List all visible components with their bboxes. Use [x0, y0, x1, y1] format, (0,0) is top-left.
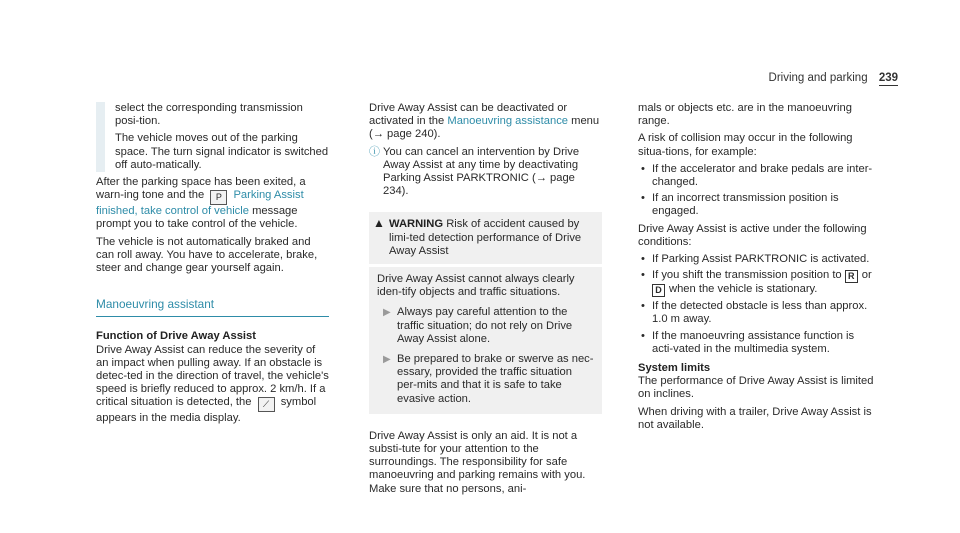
risk-list [638, 163, 874, 219]
page-header [769, 72, 898, 85]
section-title: Driving and parking [768, 72, 868, 84]
active-conditions-list [638, 253, 874, 356]
list-item: • If the accelerator and brake pedals are inter-changed. [638, 163, 874, 189]
trailer-paragraph: When driving with a trailer, Drive Away Assist is not available. [638, 405, 872, 431]
warning-label: WARNING [389, 218, 444, 231]
step-block [96, 102, 329, 172]
aid-paragraph: Drive Away Assist is only an aid. It is not a substi-tute for your attention to the surroundings. The responsibility for safe manoeuvring and parking remains with you. Make sure that no persons, ani- [369, 429, 586, 495]
risk-intro: A risk of collision may occur in the following situa-tions, for example: [638, 132, 853, 158]
column-1 [96, 102, 329, 430]
not-braked-paragraph: The vehicle is not automatically braked and can roll away. You have to accelerate, brake, steer and change gear yourself again. [96, 235, 318, 275]
deactivate-paragraph: Drive Away Assist can be deactivated or activated in the Manoeuvring assistance menu (→ page 240). [369, 102, 600, 141]
arrow-icon: ▶ [383, 354, 391, 366]
function-paragraph: Drive Away Assist can reduce the severity of an impact when pulling away. If an obstacle is detec-ted in the direction of travel, the vehicle's speed is briefly reduced to approx. 2 km/h. If a critical situation is detected, the ⟋ symbol appears in the media display. [96, 343, 329, 425]
step-text: select the corresponding transmission posi-tion. [115, 102, 303, 128]
info-icon: ⓘ [369, 145, 380, 158]
list-item: • If the detected obstacle is less than approx. 1.0 m away. [638, 300, 874, 326]
warning-item: ▶ Be prepared to brake or swerve as nec-essary, provided the traffic situation per-mits and that it is safe to take evasive action. [383, 353, 594, 405]
warning-item: ▶ Always pay careful attention to the traffic situation; do not rely on Drive Away Assist alone. [383, 306, 573, 345]
step-text: The vehicle moves out of the parking space. The turn signal indicator is switched off auto-matically. [115, 132, 329, 171]
warning-body [369, 267, 602, 414]
page-number: 239 [878, 72, 898, 84]
warning-title: Risk of accident caused by limi-ted detection performance of Drive Away Assist [389, 218, 582, 257]
arrow-icon: ▶ [383, 307, 391, 319]
exit-paragraph: After the parking space has been exited, a warn-ing tone and the P Parking Assist finished, take control of vehicle message prompt you to take control of the vehicle. [96, 176, 306, 231]
column-3 [638, 102, 874, 436]
list-item: • If you shift the transmission position to R or D when the vehicle is stationary. [638, 269, 874, 297]
warning-header [369, 212, 602, 267]
list-item: • If the manoeuvring assistance function is acti-vated in the multimedia system. [638, 330, 874, 356]
gear-d-icon: D [652, 284, 665, 297]
continued-paragraph: mals or objects etc. are in the manoeuvring range. [638, 102, 852, 128]
warning-text: Drive Away Assist cannot always clearly iden-tify objects and traffic situations. [377, 273, 575, 299]
column-2 [369, 102, 602, 500]
drive-away-symbol-icon: ⟋ [258, 397, 275, 412]
list-item: • If Parking Assist PARKTRONIC is activated. [638, 253, 874, 266]
active-intro: Drive Away Assist is active under the following conditions: [638, 222, 867, 248]
warning-triangle-icon: ▲ [373, 216, 385, 231]
section-heading: Manoeuvring assistant [96, 298, 329, 317]
info-note: ⓘ You can cancel an intervention by Drive Away Assist at any time by deactivating Parking Assist PARKTRONIC (→ page 234). [369, 145, 580, 198]
system-limits-heading: System limits [638, 362, 711, 375]
display-message-link: Parking Assist finished, take control of vehicle [96, 189, 304, 218]
parking-assist-icon: P [210, 190, 227, 205]
limits-paragraph: The performance of Drive Away Assist is limited on inclines. [638, 375, 874, 401]
menu-link: Manoeuvring assistance [447, 115, 569, 128]
list-item: • If an incorrect transmission position is engaged. [638, 192, 874, 218]
gear-r-icon: R [845, 270, 858, 283]
warning-box [369, 212, 602, 413]
subsection-heading: Function of Drive Away Assist [96, 330, 256, 343]
